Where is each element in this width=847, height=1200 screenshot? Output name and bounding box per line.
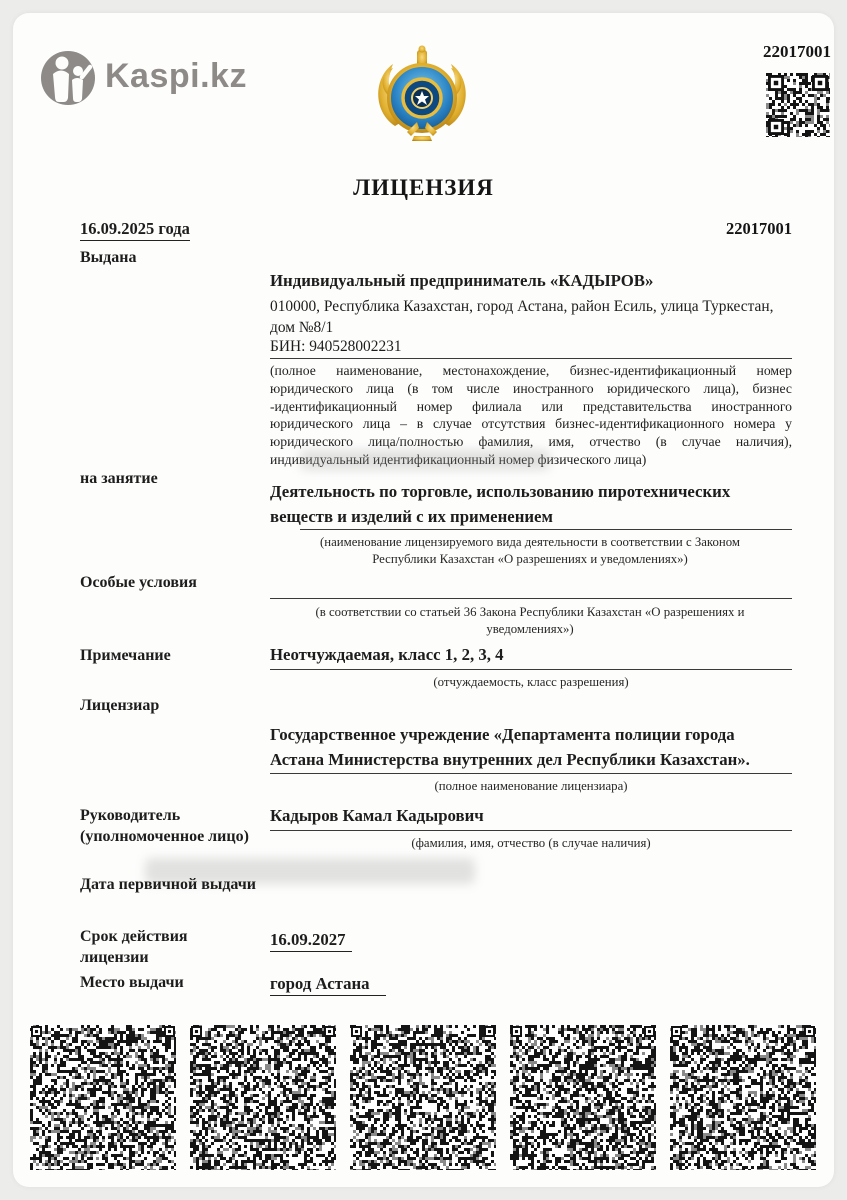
note-label: Примечание [80, 647, 171, 664]
kaspi-brand-text: Kaspi.kz [105, 57, 247, 95]
blurred-watermark [300, 450, 550, 470]
licensee-caption: (полное наименование, местонахождение, бизнес-идентификационный номер юридического лица (в том числе иностранного юридического лица), бизнес -идентификационный номер филиала или представительства иностранного юридического лица – в случае отсутствия бизнес-идентификационного номера у юридического лица/полностью фамилия, имя, отчество (в случае наличия), индивидуальный идентификационный номер физического лица) [270, 363, 792, 468]
data-matrix-block [190, 1025, 336, 1170]
issue-date: 16.09.2025 года [80, 219, 190, 241]
license-number: 22017001 [726, 219, 792, 238]
head-label-line2: (уполномоченное лицо) [80, 828, 249, 845]
issued-to-label: Выдана [80, 249, 137, 266]
place-value: город Астана [270, 974, 386, 996]
validity-label-line1: Срок действия [80, 928, 188, 945]
validity-value: 16.09.2027 [270, 930, 352, 952]
first-issue-label: Дата первичной выдачи [80, 876, 257, 893]
head-value: Кадыров Камал Кадырович [270, 806, 484, 825]
divider-line [270, 669, 792, 670]
divider-line [270, 358, 792, 359]
divider-line [270, 830, 792, 831]
licensor-label: Лицензиар [80, 697, 160, 714]
divider-line [270, 598, 792, 599]
document-title: ЛИЦЕНЗИЯ [353, 175, 494, 200]
kazakhstan-emblem-icon [371, 44, 473, 148]
activity-label: на занятие [80, 470, 158, 487]
licensee-bin: БИН: 940528002231 [270, 338, 402, 355]
special-conditions-label: Особые условия [80, 574, 197, 591]
head-caption: (фамилия, имя, отчество (в случае наличия) [411, 836, 651, 850]
document-number-top: 22017001 [763, 42, 831, 61]
validity-label-line2: лицензии [80, 949, 149, 966]
divider-line [270, 773, 792, 774]
activity-value: Деятельность по торговле, использованию пиротехнических веществ и изделий с их применением [270, 482, 731, 527]
data-matrix-block [510, 1025, 656, 1170]
divider-line [300, 529, 792, 530]
licensee-name: Индивидуальный предприниматель «КАДЫРОВ» [270, 271, 654, 290]
note-value: Неотчуждаемая, класс 1, 2, 3, 4 [270, 645, 504, 664]
qr-code [766, 73, 830, 137]
place-label: Место выдачи [80, 974, 184, 991]
head-label-line1: Руководитель [80, 807, 181, 824]
data-matrix-block [670, 1025, 816, 1170]
activity-caption: (наименование лицензируемого вида деятельности в соответствии с Законом Республики Казахстан «О разрешениях и уведомлениях») [320, 535, 740, 566]
note-caption: (отчуждаемость, класс разрешения) [433, 675, 629, 689]
special-conditions-caption: (в соответствии со статьей 36 Закона Республики Казахстан «О разрешениях и уведомлениях») [315, 605, 745, 636]
data-matrix-block [30, 1025, 176, 1170]
licensor-value: Государственное учреждение «Департамента полиции города Астана Министерства внутренних дел Республики Казахстан». [270, 725, 750, 770]
data-matrix-block [350, 1025, 496, 1170]
licensee-address: 010000, Республика Казахстан, город Астана, район Есиль, улица Туркестан, дом №8/1 [270, 298, 774, 336]
licensor-caption: (полное наименование лицензиара) [434, 779, 628, 793]
kaspi-logo-icon [40, 50, 96, 106]
